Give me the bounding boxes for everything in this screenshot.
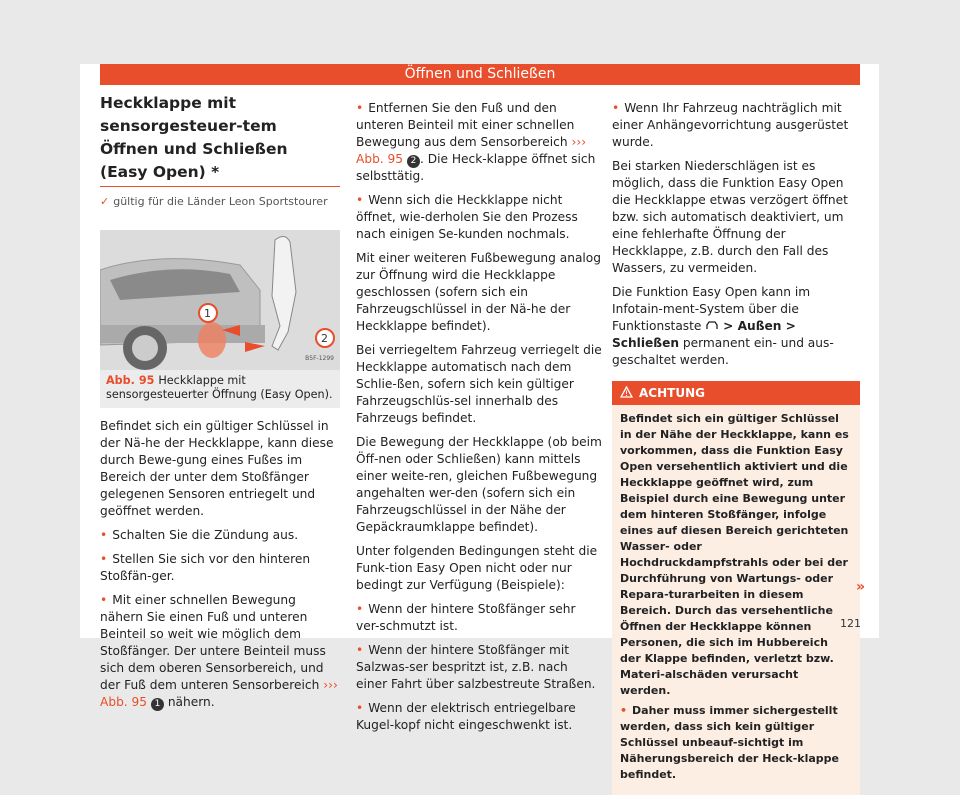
figure-code: B5F-1299 [305, 355, 334, 362]
warning-header: ACHTUNG [612, 381, 860, 405]
car-function-key-icon [705, 320, 719, 331]
car-rear-illustration [100, 230, 340, 370]
check-icon: ✓ [100, 195, 110, 208]
bullet-icon: • [612, 101, 620, 115]
bullet-icon: • [356, 193, 364, 207]
figure-reference-link[interactable]: ››› Abb. 95 [356, 135, 587, 166]
list-item: • Schalten Sie die Zündung aus. [100, 528, 299, 542]
list-item: • Wenn der hintere Stoßfänger sehr ver-schmutzt ist. [356, 602, 576, 633]
bullet-icon: • [356, 701, 364, 715]
validity-note: ✓ gültig für die Länder Leon Sportstourer [100, 195, 328, 208]
warning-body: Befindet sich ein gültiger Schlüssel in der Nähe der Heckklappe, kann es vorkommen, dass die Funktion Easy Open versehentlich aktiviert und die Heckklappe geöffnet wird, zum Beispiel durch eine Bewegung unter dem hinteren Stoßfänger, infolge eines auf diesen Bereich gerichteten Wasser- oder Hochdruckdampfstrahls oder bei der Durchführung von Wartungs- oder Repara-turarbeiten in diesem Bereich. Durch das versehentliche Öffnen der Heckklappe können Personen, die sich im Hubbereich der Klappe befinden, verletzt bzw. Materi-alschäden verursacht werden. • Daher muss immer sichergestellt werden, dass sich kein gültiger Schlüssel unbeauf-sichtigt im Näherungsbereich der Heck-klappe befindet. [620, 412, 849, 781]
list-item: • Wenn der hintere Stoßfänger mit Salzwas-ser bespritzt ist, z.B. nach einer Fahrt über salzbestreute Straßen. [356, 643, 596, 691]
section-header: Öffnen und Schließen [100, 64, 860, 85]
list-item: • Stellen Sie sich vor den hinteren Stoßfän-ger. [100, 552, 311, 583]
paragraph: Die Funktion Easy Open kann im Infotain-ment-System über die Funktionstaste > Außen > Schließen permanent ein- und aus-geschaltet werden. [612, 285, 834, 367]
warning-box [612, 381, 860, 795]
list-item: • Entfernen Sie den Fuß und den unteren Beinteil mit einer schnellen Bewegung aus dem Sensorbereich ››› Abb. 95 2 . Die Heck-klappe öffnet sich selbsttätig. [356, 101, 596, 183]
list-item: • Wenn Ihr Fahrzeug nachträglich mit einer Anhängevorrichtung ausgerüstet wurde. [612, 101, 849, 149]
paragraph: Bei starken Niederschlägen ist es möglich, dass die Funktion Easy Open die Heckklappe etwas verzögert öffnet bzw. sich automatisch deaktiviert, um eine fehlerhafte Öffnung der Heckklappe, z.B. durch den Fall des Wassers, zu vermeiden. [612, 159, 848, 275]
continued-marker: » [856, 579, 866, 595]
bullet-icon: • [620, 704, 628, 717]
bullet-icon: • [356, 101, 364, 115]
bullet-icon: • [356, 602, 364, 616]
list-item: • Wenn sich die Heckklappe nicht öffnet, wie-derholen Sie den Prozess nach einigen Se-kunden nochmals. [356, 193, 578, 241]
figure-reference-link[interactable]: ››› Abb. 95 [100, 678, 338, 709]
figure-marker-1: 1 [204, 307, 211, 320]
figure-number-badge: 1 [151, 698, 164, 711]
paragraph: Befindet sich ein gültiger Schlüssel in der Nä-he der Heckklappe, kann diese durch Bewe-gung eines Fußes im Bereich der unter dem Stoßfänger gelegenen Sensoren entriegelt und geöffnet werden. [100, 419, 334, 518]
figure-image [100, 230, 340, 370]
bullet-icon: • [100, 528, 108, 542]
column-2 [356, 100, 602, 741]
list-item: • Mit einer schnellen Bewegung nähern Sie einen Fuß und unteren Beinteil so weit wie möglich dem Stoßfänger. Der untere Beinteil muss sich dem oberen Sensorbereich, und der Fuß dem unteren Sensorbereich ››› Abb. 95 1 nähern. [100, 593, 338, 709]
paragraph: Unter folgenden Bedingungen steht die Funk-tion Easy Open nicht oder nur bedingt zur Verfügung (Beispiele): [356, 544, 598, 592]
figure-number-badge: 2 [407, 155, 420, 168]
figure-label: Abb. 95 [106, 374, 155, 387]
paragraph: Bei verriegeltem Fahrzeug verriegelt die Heckklappe automatisch nach dem Schlie-ßen, sofern sich kein gültiger Fahrzeugschlüs-sel innerhalb des Fahrzeugs befindet. [356, 343, 602, 425]
paragraph: Die Bewegung der Heckklappe (ob beim Öff-nen oder Schließen) kann mittels einer weite-ren, gleichen Fußbewegung angehalten wer-den (sofern sich ein Fahrzeugschlüssel in der Nähe der Gepäckraumklappe befindet). [356, 435, 602, 534]
figure-marker-2: 2 [321, 332, 328, 345]
section-title: Heckklappe mit sensorgesteuer-tem Öffnen und Schließen (Easy Open) * [100, 92, 340, 187]
bullet-icon: • [100, 593, 108, 607]
warning-triangle-icon [620, 386, 633, 398]
list-item: • Wenn der elektrisch entriegelbare Kugel-kopf nicht eingeschwenkt ist. [356, 701, 576, 732]
bullet-icon: • [356, 643, 364, 657]
column-1 [100, 92, 340, 718]
paragraph: Mit einer weiteren Fußbewegung analog zur Öffnung wird die Heckklappe geschlossen (sofern sich ein Fahrzeugschlüssel in der Nä-he der Heckklappe befindet). [356, 251, 601, 333]
column-3 [612, 100, 860, 795]
figure-caption: Abb. 95 Heckklappe mit sensorgesteuerter Öffnung (Easy Open). [100, 370, 340, 408]
page-number: 121 [840, 617, 861, 630]
bullet-icon: • [100, 552, 108, 566]
